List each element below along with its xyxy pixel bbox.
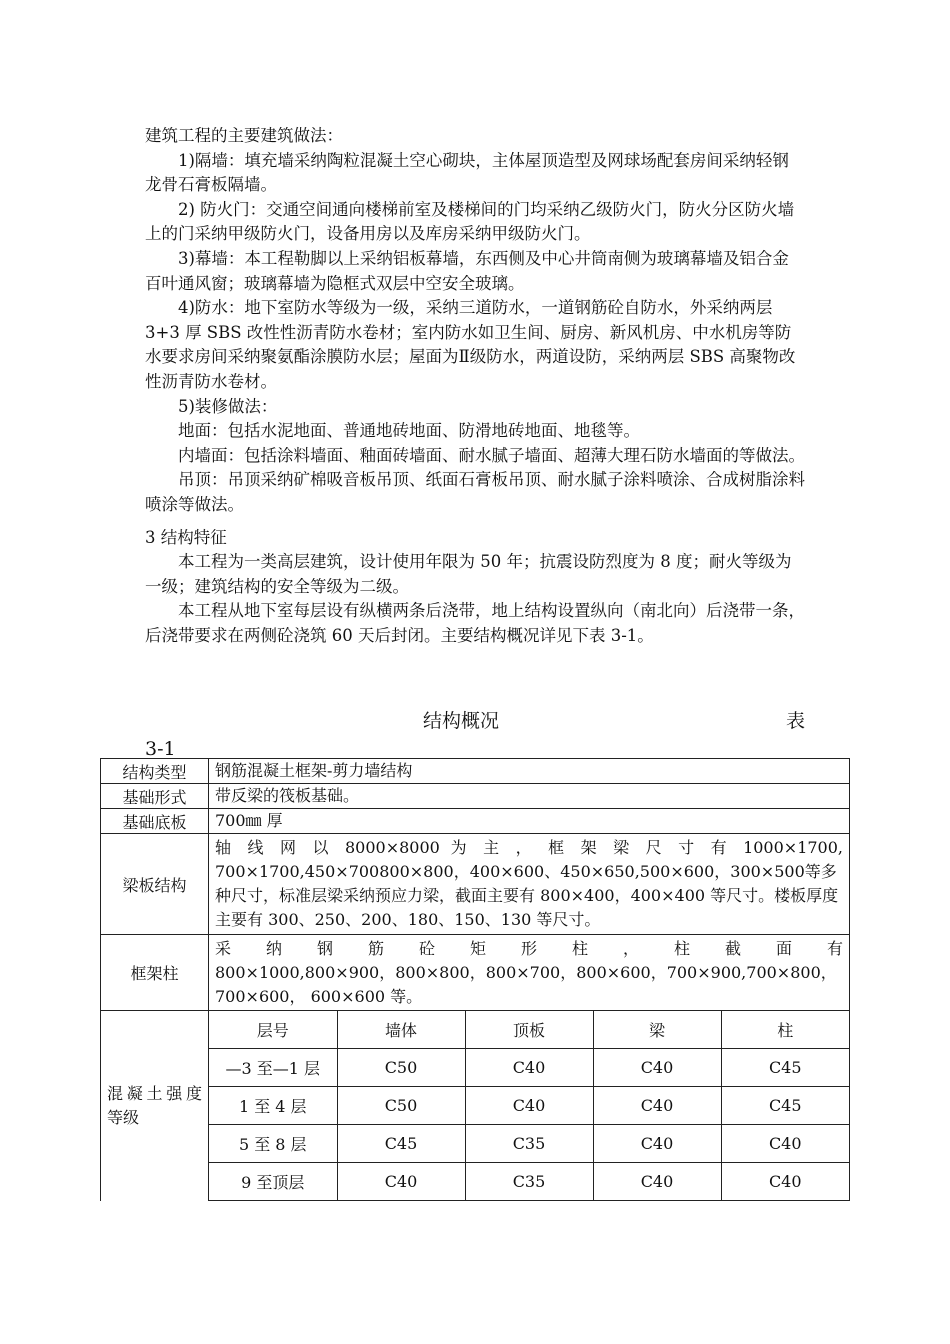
row-label: 基础形式: [101, 784, 209, 809]
item-waterproof: 4)防水：地下室防水等级为一级，采纳三道防水，一道钢筋砼自防水，外采纳两层 3+3 厚 SBS 改性性沥青防水卷材；室内防水如卫生间、厨房、新风机房、中水机房等防水要求房间采纳聚氨酯涂膜防水层；屋面为Ⅱ级防水，两道设防，采纳两层 SBS 高聚物改性沥青防水卷材。: [145, 298, 796, 391]
row-value: 700㎜ 厚: [209, 809, 850, 834]
section-paragraph-2: 本工程从地下室每层设有纵横两条后浇带，地上结构设置纵向（南北向）后浇带一条，后浇带要求在两侧砼浇筑 60 天后封闭。主要结构概况详见下表 3-1。: [145, 601, 805, 645]
table-row: [101, 1011, 850, 1202]
concrete-grade-table: [209, 1011, 849, 1201]
row-label: 梁板结构: [101, 834, 209, 935]
grade-cell: C45: [721, 1087, 849, 1125]
grade-cell: C40: [593, 1049, 721, 1087]
grade-header: 柱: [721, 1011, 849, 1049]
row-label: 混凝土强度等级: [101, 1011, 209, 1202]
grade-cell: C40: [721, 1163, 849, 1201]
row-label: 基础底板: [101, 809, 209, 834]
grade-cell: C40: [465, 1087, 593, 1125]
body-text: [145, 124, 805, 648]
grade-cell: C45: [721, 1049, 849, 1087]
grade-header-row: [209, 1011, 849, 1049]
grade-cell: C40: [593, 1087, 721, 1125]
row-value: 带反梁的筏板基础。: [209, 784, 850, 809]
grade-cell: 5 至 8 层: [209, 1125, 337, 1163]
item-ceiling: 吊顶：吊顶采纳矿棉吸音板吊顶、纸面石膏板吊顶、耐水腻子涂料喷涂、合成树脂涂料喷涂等做法。: [145, 470, 805, 514]
section-paragraph-1: 本工程为一类高层建筑，设计使用年限为 50 年；抗震设防烈度为 8 度；耐火等级为一级；建筑结构的安全等级为二级。: [145, 552, 792, 596]
row-label: 结构类型: [101, 759, 209, 784]
table-row: [101, 935, 850, 1011]
grade-cell: C45: [337, 1125, 465, 1163]
column-line-2: 800×1000,800×900，800×800，800×700，800×600，700×900,700×800，700×600， 600×600 等。: [215, 962, 837, 1006]
grade-cell: C35: [465, 1125, 593, 1163]
table-caption: [145, 708, 805, 764]
column-line-1: 采 纳 钢 筋 砼 矩 形 柱 ， 柱 截 面 有: [215, 938, 843, 958]
grade-cell: C50: [337, 1049, 465, 1087]
grade-cell: C40: [337, 1163, 465, 1201]
grade-cell: C50: [337, 1087, 465, 1125]
item-decoration: 5)装修做法：: [178, 396, 278, 416]
row-value: [209, 935, 850, 1011]
grade-cell: 1 至 4 层: [209, 1087, 337, 1125]
table-number: 3-1: [145, 738, 176, 760]
grade-cell: C40: [465, 1049, 593, 1087]
grade-cell: C40: [593, 1125, 721, 1163]
grade-cell: 9 至顶层: [209, 1163, 337, 1201]
row-label: 框架柱: [101, 935, 209, 1011]
item-floor: 地面：包括水泥地面、普通地砖地面、防滑地砖地面、地毯等。: [178, 421, 640, 441]
table-row: [101, 759, 850, 784]
table-label: 表: [785, 710, 805, 732]
table-row: [101, 809, 850, 834]
item-curtain-wall: 3)幕墙：本工程勒脚以上采纳铝板幕墙，东西侧及中心井筒南侧为玻璃幕墙及铝合金百叶通风窗；玻璃幕墙为隐框式双层中空安全玻璃。: [145, 248, 789, 293]
section-title: 3 结构特征: [145, 527, 227, 547]
grade-header: 梁: [593, 1011, 721, 1049]
structure-table: [100, 758, 850, 1201]
grade-row: [209, 1125, 849, 1163]
grade-cell: —3 至—1 层: [209, 1049, 337, 1087]
item-inner-wall: 内墙面：包括涂料墙面、釉面砖墙面、耐水腻子墙面、超薄大理石防水墙面的等做法。: [178, 445, 805, 465]
item-partition: 1)隔墙：填充墙采纳陶粒混凝土空心砌块，主体屋顶造型及网球场配套房间采纳轻钢龙骨石膏板隔墙。: [145, 150, 789, 195]
grade-header: 层号: [209, 1011, 337, 1049]
table-title: 结构概况: [423, 710, 500, 732]
table-row: [101, 784, 850, 809]
concrete-grade-cell: [209, 1011, 850, 1202]
grade-cell: C40: [593, 1163, 721, 1201]
grade-row: [209, 1087, 849, 1125]
grade-cell: C40: [721, 1125, 849, 1163]
table-row: [101, 834, 850, 935]
grade-header: 墙体: [337, 1011, 465, 1049]
row-value: 钢筋混凝土框架-剪力墙结构: [209, 759, 850, 784]
grade-cell: C35: [465, 1163, 593, 1201]
beam-line-2: 700×1700,450×700800×800，400×600、450×650,500×600，300×500等多种尺寸，标准层梁采纳预应力梁，截面主要有 800×400，400×400 等尺寸。楼板厚度主要有 300、250、200、180、150、130 等尺寸。: [215, 862, 839, 929]
grade-row: [209, 1049, 849, 1087]
intro-heading: 建筑工程的主要建筑做法：: [145, 126, 343, 145]
grade-row: [209, 1163, 849, 1201]
row-value: [209, 834, 850, 935]
grade-header: 顶板: [465, 1011, 593, 1049]
beam-line-1: 轴 线 网 以 8000×8000 为 主 ， 框 架 梁 尺 寸 有 1000×1700,: [215, 838, 843, 857]
item-fire-door: 2) 防火门：交通空间通向楼梯前室及楼梯间的门均采纳乙级防火门，防火分区防火墙上的门采纳甲级防火门，设备用房以及库房采纳甲级防火门。: [145, 199, 795, 244]
